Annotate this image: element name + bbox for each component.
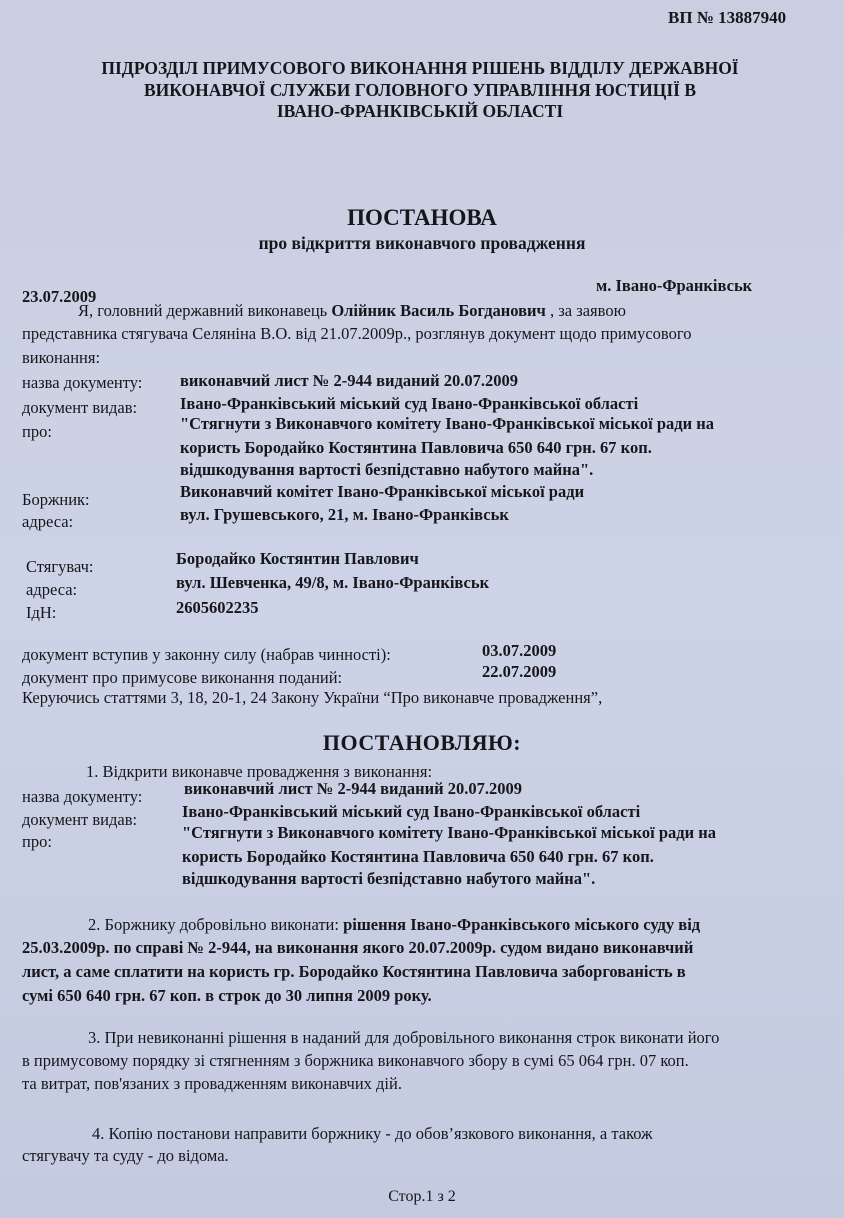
- intro-line-1: [78, 301, 626, 321]
- creditor-label: Стягувач:: [26, 557, 94, 576]
- effective-value: 03.07.2009: [482, 641, 557, 660]
- doc-name-value: виконавчий лист № 2-944 виданий 20.07.2009: [180, 371, 518, 390]
- officer-name: Олійник Василь Богданович: [331, 301, 546, 320]
- item1-about-line-3: відшкодування вартості безпідставно набутого майна".: [182, 869, 596, 888]
- page-footer: Стор.1 з 2: [388, 1188, 456, 1205]
- issued-by-label: документ видав:: [22, 398, 138, 417]
- organization-line-2: ВИКОНАВЧОЇ СЛУЖБИ ГОЛОВНОГО УПРАВЛІННЯ ЮСТИЦІЇ В: [143, 80, 696, 100]
- organization-line-3: ІВАНО-ФРАНКІВСЬКІЙ ОБЛАСТІ: [276, 101, 564, 121]
- document-number: ВП № 13887940: [668, 8, 787, 27]
- item1-issued-by-value: Івано-Франківський міський суд Івано-Франківської області: [182, 802, 641, 821]
- creditor-address-label: адреса:: [26, 580, 78, 599]
- issued-by-value: Івано-Франківський міський суд Івано-Франківської області: [180, 394, 639, 413]
- item1-about-line-1: "Стягнути з Виконавчого комітету Івано-Франківської міської ради на: [182, 823, 716, 842]
- item4-line-1: 4. Копію постанови направити боржнику - до обов’язкового виконання, а також: [92, 1124, 653, 1143]
- item1-doc-name-label: назва документу:: [22, 787, 143, 806]
- idn-value: 2605602235: [176, 598, 259, 617]
- decide-heading: ПОСТАНОВЛЯЮ:: [322, 730, 522, 755]
- debtor-address-value: вул. Грушевського, 21, м. Івано-Франківськ: [180, 505, 509, 524]
- item2-line-1-a: 2. Боржнику добровільно виконати:: [88, 915, 344, 934]
- organization-line-1: ПІДРОЗДІЛ ПРИМУСОВОГО ВИКОНАННЯ РІШЕНЬ ВІДДІЛУ ДЕРЖАВНОЇ: [101, 58, 739, 78]
- submitted-label: документ про примусове виконання поданий:: [22, 668, 343, 687]
- creditor-value: Бородайко Костянтин Павлович: [176, 549, 419, 568]
- document-subtitle: про відкриття виконавчого провадження: [258, 233, 586, 253]
- document-date: 23.07.2009: [22, 287, 97, 306]
- item3-line-3: та витрат, пов'язаних з провадженням виконавчих дій.: [22, 1074, 402, 1093]
- item1-doc-name-value: виконавчий лист № 2-944 виданий 20.07.2009: [184, 779, 522, 798]
- intro-line-2: представника стягувача Селяніна В.О. від 21.07.2009р., розглянув документ щодо примусового: [22, 324, 692, 343]
- about-line-3: відшкодування вартості безпідставно набутого майна".: [180, 460, 594, 479]
- item3-line-2: в примусовому порядку зі стягненням з боржника виконавчого збору в сумі 65 064 грн. 07 коп.: [22, 1051, 689, 1070]
- intro-line-3: виконання:: [22, 348, 101, 367]
- document-title: ПОСТАНОВА: [347, 205, 497, 230]
- item1-issued-by-label: документ видав:: [22, 810, 138, 829]
- item2-line-2: 25.03.2009р. по справі № 2-944, на виконання якого 20.07.2009р. судом видано виконавчий: [22, 938, 694, 957]
- creditor-address-value: вул. Шевченка, 49/8, м. Івано-Франківськ: [176, 573, 490, 592]
- item1-about-label: про:: [22, 832, 52, 851]
- item2-line-4: сумі 650 640 грн. 67 коп. в строк до 30 липня 2009 року.: [22, 986, 432, 1005]
- submitted-value: 22.07.2009: [482, 662, 557, 681]
- debtor-label: Боржник:: [22, 490, 90, 509]
- item2-line-1: [88, 915, 700, 935]
- item3-line-1: 3. При невиконанні рішення в наданий для добровільного виконання строк виконати його: [88, 1028, 720, 1047]
- item1-about-line-2: користь Бородайко Костянтина Павловича 650 640 грн. 67 коп.: [182, 847, 654, 866]
- debtor-address-label: адреса:: [22, 512, 74, 531]
- legal-basis: Керуючись статтями 3, 18, 20-1, 24 Закону України “Про виконавче провадження”,: [22, 688, 603, 707]
- about-line-1: "Стягнути з Виконавчого комітету Івано-Франківської міської ради на: [180, 414, 714, 433]
- about-line-2: користь Бородайко Костянтина Павловича 650 640 грн. 67 коп.: [180, 438, 652, 457]
- intro-text-2: , за заявою: [545, 301, 626, 320]
- item2-line-1-b: рішення Івано-Франківського міського суду від: [343, 915, 701, 934]
- intro-text-1: Я, головний державний виконавець: [78, 301, 332, 320]
- doc-name-label: назва документу:: [22, 373, 143, 392]
- item1-intro: 1. Відкрити виконавче провадження з виконання:: [86, 762, 433, 781]
- idn-label: ІдН:: [26, 603, 57, 622]
- item4-line-2: стягувачу та суду - до відома.: [22, 1146, 229, 1165]
- debtor-value: Виконавчий комітет Івано-Франківської міської ради: [180, 482, 585, 501]
- document-city: м. Івано-Франківськ: [596, 276, 753, 295]
- about-label: про:: [22, 422, 52, 441]
- effective-label: документ вступив у законну силу (набрав чинності):: [22, 645, 391, 664]
- item2-line-3: лист, а саме сплатити на користь гр. Бородайко Костянтина Павловича заборгованість в: [22, 962, 686, 981]
